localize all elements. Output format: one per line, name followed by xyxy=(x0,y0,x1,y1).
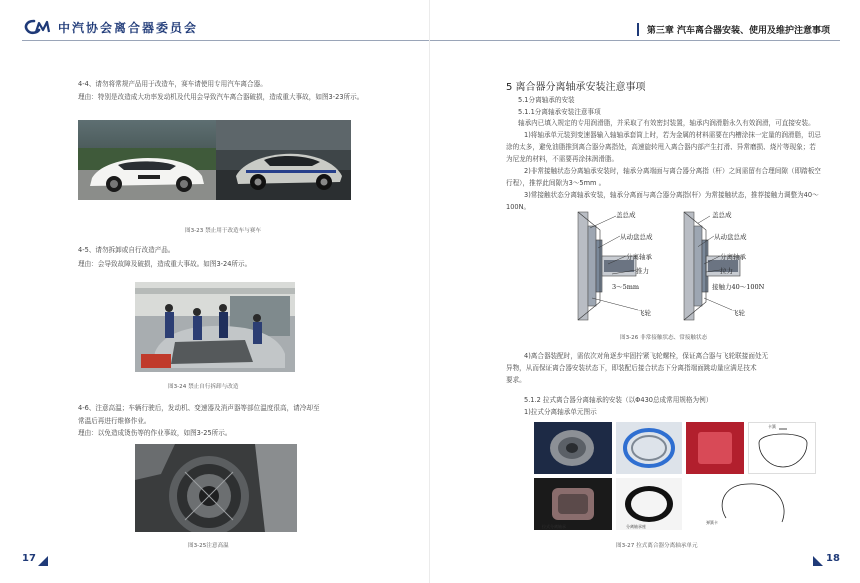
section-4-5-body: 理由：会导致故障及破损，造成重大事故。如图3-24所示。 xyxy=(78,260,252,268)
caption-fig-3-26: 图3-26 非常接触状态、常接触状态 xyxy=(620,335,708,341)
photo-workshop xyxy=(135,282,295,372)
caption-fig-3-27: 图3-27 拉式离合器分离轴承单元 xyxy=(616,543,698,549)
sub1-heading: 1)拉式分离轴承单元图示 xyxy=(524,408,597,416)
section-4-5-heading: 4-5、请勿拆卸或自行改造产品。 xyxy=(78,246,175,254)
diag-left-thrust: 推力 xyxy=(636,267,649,275)
section-4-4-heading: 4-4、请勿将常规产品用于改造车，赛车请使用专用汽车离合器。 xyxy=(78,80,267,88)
item3-line2: 100N。 xyxy=(506,203,531,211)
item3-line1: 3)常接触状态分离轴承安装，轴承分离面与离合器分离指(杆）为常接触状态，推荐接触力调整为40～ xyxy=(524,191,819,199)
section-4-6-line2: 常温后再进行维修作业。 xyxy=(78,417,151,425)
photo-snap-ring xyxy=(616,422,682,474)
page-corner-left-icon xyxy=(38,556,48,566)
section-4-6-line3: 理由：以免造成烫伤等的作业事故，如图3-25所示。 xyxy=(78,429,232,437)
item4-line3: 要求。 xyxy=(506,376,526,384)
page-number-right: 18 xyxy=(826,553,840,564)
diag-right-flywheel: 飞轮 xyxy=(732,309,745,317)
item2-line2: 行程），推荐此间隙为3～5mm 。 xyxy=(506,179,606,187)
diag-right-leaders xyxy=(698,214,758,314)
org-logo xyxy=(22,18,198,36)
section-5-title: 5 离合器分离轴承安装注意事项 xyxy=(506,82,646,93)
diag-right-disc: 从动盘总成 xyxy=(714,233,747,241)
item2-line1: 2)非常接触状态分离轴承安装时，轴承分离端面与离合器分离指（杆）之间需留有合理间隙（即踏板空 xyxy=(524,167,821,175)
diag-left-flywheel: 飞轮 xyxy=(638,309,651,317)
item1-line3: 为尼龙的材料，不需要再涂抹润滑脂。 xyxy=(506,155,619,163)
caption-fig-3-23: 图3-23 禁止用于改造车与赛车 xyxy=(185,228,262,234)
chapter-title: 第三章 汽车离合器安装、使用及维护注意事项 xyxy=(637,23,830,36)
item4-line2: 异物，从而保证离合器安装状态下，即装配后接合状态下分离指端面跳动量应满足技术 xyxy=(506,364,757,372)
diag-left-disc: 从动盘总成 xyxy=(620,233,653,241)
photo-sports-car xyxy=(78,120,216,200)
intro-text: 轴承内已填入规定的专用润滑脂，并采取了有效密封装置，轴承内润滑脂永久有效润滑，可直接安装。 xyxy=(518,119,815,127)
drawing-retainer-clip xyxy=(748,422,816,474)
caption-fig-3-24: 图3-24 禁止自行拆卸与改造 xyxy=(168,384,239,390)
diag-right-cover: 盖总成 xyxy=(712,211,732,219)
diag-right-pull: 拉力 xyxy=(720,267,733,275)
right-page xyxy=(430,0,860,583)
label-bearing-seat: 分离轴承座 xyxy=(626,524,646,529)
label-pull-bearing: 拉式分离轴承 xyxy=(542,524,566,529)
diag-left-leaders xyxy=(590,214,660,314)
photo-pull-bearing xyxy=(534,422,612,474)
label-spring-clip: 弹簧卡 xyxy=(706,520,718,525)
org-name: 中汽协会离合器委员会 xyxy=(58,20,199,35)
logo-mark-icon xyxy=(22,18,52,36)
item1-line1: 1)将轴承单元装到变速器输入轴轴承套筒上时，若为金属的材料需要在内槽涂抹一定量的润滑脂，切忌 xyxy=(524,131,821,139)
item4-line1: 4)离合器装配时，需依次对角逐步牢固拧紧飞轮螺栓，保证离合器与飞轮联接面处无 xyxy=(524,352,769,360)
header-rule xyxy=(22,40,430,41)
section-4-4-body: 理由：特别是改造成大功率发动机及代用会导致汽车离合器破损，造成重大事故，如图3-23所示。 xyxy=(78,93,364,101)
diag-right-bearing: 分离轴承 xyxy=(720,253,746,261)
diag-left-gap: 3～5mm xyxy=(612,283,640,291)
section-5-1: 5.1分离轴承的安装 xyxy=(518,96,575,104)
header-rule-right xyxy=(430,40,840,41)
photo-race-car xyxy=(216,120,351,200)
photo-bearing-sleeve xyxy=(534,478,612,530)
diag-left-cover: 盖总成 xyxy=(616,211,636,219)
section-5-1-1: 5.1.1分离轴承安装注意事项 xyxy=(518,108,601,116)
page-number-left: 17 xyxy=(22,553,36,564)
page-corner-right-icon xyxy=(813,556,823,566)
item1-line2: 涂的太多，避免油脂推到离合器分离指处，高速旋转甩入离合器内部产生打滑、异常磨损、烧片等现象；若 xyxy=(506,143,816,151)
photo-hot-parts xyxy=(135,444,297,532)
diag-right-contact: 接触力40～100N xyxy=(712,283,765,291)
section-5-1-2: 5.1.2 拉式离合器分离轴承的安装（以Φ430总成常用规格为例） xyxy=(524,396,713,404)
label-snap-ring: 卡簧 xyxy=(768,424,776,429)
caption-fig-3-25: 图3-25注意高温 xyxy=(188,543,229,549)
photo-sleeve-front xyxy=(616,478,682,530)
photo-red-part xyxy=(686,422,744,474)
diag-left-bearing: 分离轴承 xyxy=(626,253,652,261)
section-4-6-line1: 4-6、注意高温；车辆行驶后，发动机、变速器及消声器等部位温度很高，请冷却至 xyxy=(78,404,320,412)
